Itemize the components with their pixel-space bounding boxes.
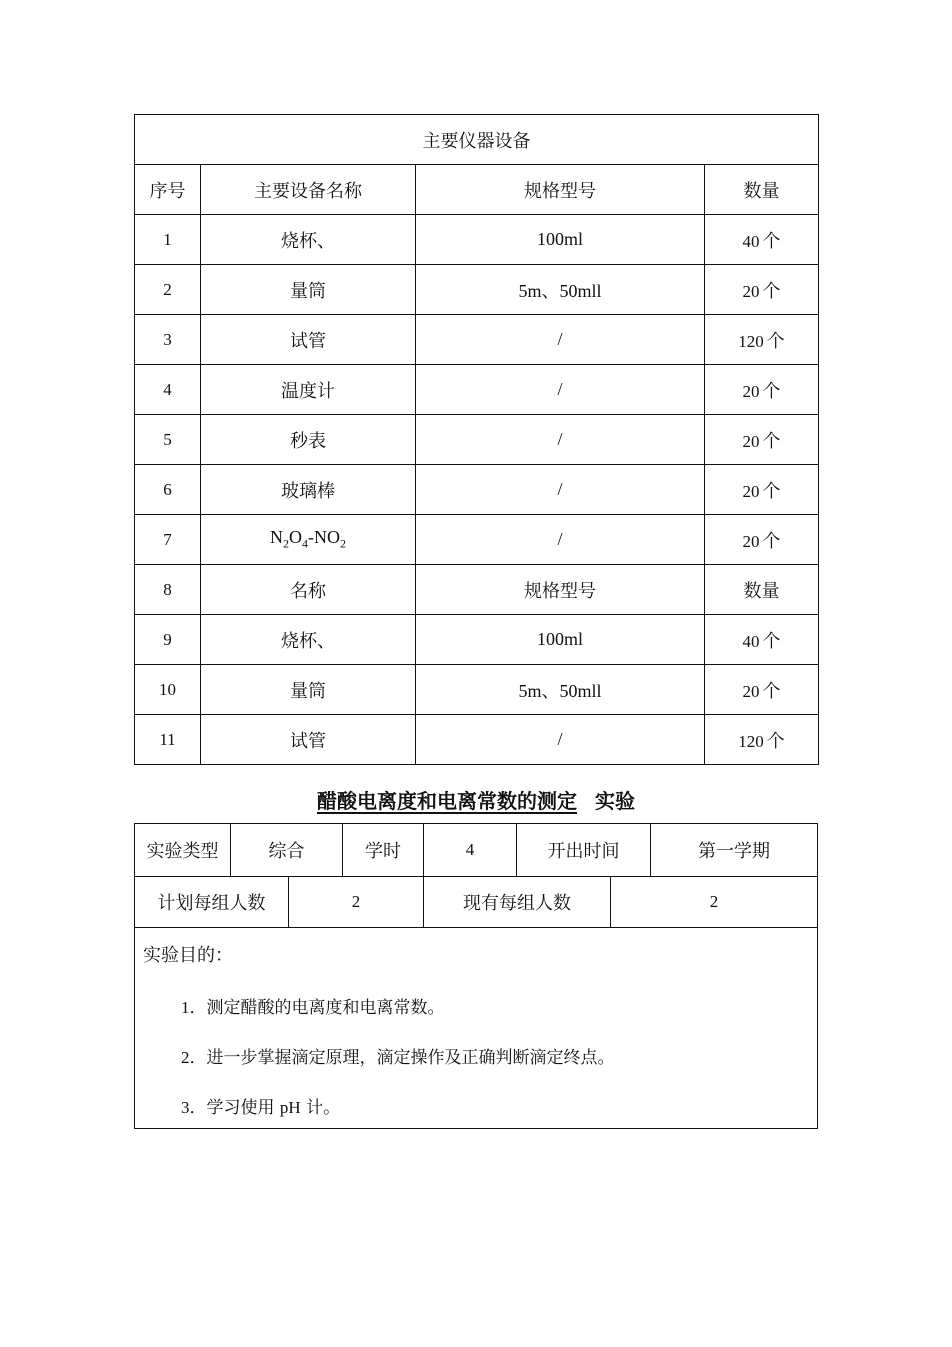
table-row bbox=[135, 565, 819, 615]
hours-label: 学时 bbox=[343, 824, 424, 876]
row-spec: 5m、50mll bbox=[416, 665, 705, 715]
row-name: 秒表 bbox=[201, 415, 416, 465]
table-row bbox=[135, 415, 819, 465]
row-qty bbox=[705, 365, 819, 415]
qty-number: 120 bbox=[738, 331, 764, 351]
table-row bbox=[135, 265, 819, 315]
row-spec: / bbox=[416, 415, 705, 465]
experiment-title-suffix: 实验 bbox=[595, 789, 635, 813]
qty-unit: 个 bbox=[762, 430, 781, 452]
time-label: 开出时间 bbox=[517, 824, 651, 876]
qty-unit: 个 bbox=[762, 280, 781, 302]
table-row bbox=[135, 515, 819, 565]
table-row bbox=[135, 665, 819, 715]
qty-unit: 个 bbox=[766, 730, 785, 752]
goal-text-ph: pH bbox=[279, 1098, 301, 1117]
qty-number: 40 bbox=[742, 631, 760, 651]
table-row bbox=[135, 315, 819, 365]
goal-number: 2 bbox=[181, 1048, 190, 1067]
row-name: 玻璃棒 bbox=[201, 465, 416, 515]
equipment-title: 主要仪器设备 bbox=[135, 115, 819, 165]
row-qty bbox=[705, 415, 819, 465]
formula-subscript: 2 bbox=[340, 536, 346, 551]
header-spec: 规格型号 bbox=[416, 165, 705, 215]
formula-subscript: 4 bbox=[302, 536, 308, 551]
planned-label: 计划每组人数 bbox=[135, 876, 289, 927]
goal-item bbox=[181, 993, 445, 1018]
row-name: 温度计 bbox=[201, 365, 416, 415]
row-spec: 规格型号 bbox=[416, 565, 705, 615]
row-no: 5 bbox=[135, 415, 201, 465]
row-spec: / bbox=[416, 365, 705, 415]
formula-part: -NO bbox=[308, 527, 340, 548]
row-no: 7 bbox=[135, 515, 201, 565]
experiment-title bbox=[134, 786, 818, 816]
table-row bbox=[135, 365, 819, 415]
goal-item bbox=[181, 1043, 615, 1068]
qty-unit: 个 bbox=[762, 630, 781, 652]
row-name: 名称 bbox=[201, 565, 416, 615]
type-label: 实验类型 bbox=[135, 824, 231, 876]
row-qty bbox=[705, 215, 819, 265]
qty-number: 40 bbox=[742, 231, 760, 251]
qty-unit: 个 bbox=[762, 680, 781, 702]
goal-text: ．测定醋酸的电离度和电离常数。 bbox=[189, 998, 445, 1018]
row-qty bbox=[705, 465, 819, 515]
row-spec: / bbox=[416, 315, 705, 365]
experiment-title-main: 醋酸电离度和电离常数的测定 bbox=[317, 789, 577, 813]
row-qty bbox=[705, 615, 819, 665]
row-name: 烧杯、 bbox=[201, 615, 416, 665]
qty-unit: 个 bbox=[766, 330, 785, 352]
row-name: 烧杯、 bbox=[201, 215, 416, 265]
row-qty bbox=[705, 265, 819, 315]
qty-unit: 个 bbox=[762, 230, 781, 252]
table-row bbox=[135, 715, 819, 765]
row-no: 11 bbox=[135, 715, 201, 765]
row-qty bbox=[705, 665, 819, 715]
qty-unit: 个 bbox=[762, 530, 781, 552]
qty-number: 20 bbox=[742, 481, 760, 501]
header-no: 序号 bbox=[135, 165, 201, 215]
row-name: 量筒 bbox=[201, 265, 416, 315]
table-row bbox=[135, 215, 819, 265]
time-value: 第一学期 bbox=[698, 841, 770, 862]
row-no: 3 bbox=[135, 315, 201, 365]
row-qty bbox=[705, 315, 819, 365]
row-spec: 100ml bbox=[416, 215, 705, 265]
goal-number: 1 bbox=[181, 998, 190, 1017]
row-no: 4 bbox=[135, 365, 201, 415]
row-qty: 数量 bbox=[705, 565, 819, 615]
qty-unit: 个 bbox=[762, 380, 781, 402]
equipment-header-row bbox=[135, 165, 819, 215]
qty-number: 20 bbox=[742, 431, 760, 451]
row-spec: / bbox=[416, 465, 705, 515]
formula-part: N bbox=[270, 527, 283, 548]
qty-unit: 个 bbox=[762, 480, 781, 502]
goal-text: 计。 bbox=[300, 1098, 341, 1118]
goals-label: 实验目的： bbox=[143, 945, 233, 966]
row-no: 1 bbox=[135, 215, 201, 265]
goals-section bbox=[135, 927, 817, 1128]
header-name: 主要设备名称 bbox=[201, 165, 416, 215]
row-spec: / bbox=[416, 515, 705, 565]
row-name-formula bbox=[201, 515, 416, 565]
row-no: 9 bbox=[135, 615, 201, 665]
qty-number: 20 bbox=[742, 531, 760, 551]
row-spec: / bbox=[416, 715, 705, 765]
qty-number: 20 bbox=[742, 381, 760, 401]
goal-text: ．学习使用 bbox=[189, 1098, 280, 1118]
qty-number: 20 bbox=[742, 681, 760, 701]
formula-subscript: 2 bbox=[283, 536, 289, 551]
hours-value: 4 bbox=[424, 824, 517, 876]
info-row-2 bbox=[135, 876, 817, 928]
row-no: 10 bbox=[135, 665, 201, 715]
row-spec: 5m、50mll bbox=[416, 265, 705, 315]
table-row bbox=[135, 465, 819, 515]
row-qty bbox=[705, 515, 819, 565]
current-value: 2 bbox=[709, 891, 719, 911]
qty-number: 20 bbox=[742, 281, 760, 301]
formula-part: O bbox=[289, 527, 302, 548]
experiment-info-table bbox=[134, 823, 818, 1129]
info-row-1 bbox=[135, 824, 817, 877]
header-qty: 数量 bbox=[705, 165, 819, 215]
current-label: 现有每组人数 bbox=[424, 876, 611, 927]
type-value: 综合 bbox=[231, 824, 343, 876]
row-no: 2 bbox=[135, 265, 201, 315]
equipment-title-row bbox=[135, 115, 819, 165]
row-name: 试管 bbox=[201, 315, 416, 365]
goal-number: 3 bbox=[181, 1098, 190, 1117]
planned-value: 2 bbox=[289, 876, 424, 927]
equipment-table bbox=[134, 114, 819, 765]
row-no: 8 bbox=[135, 565, 201, 615]
row-spec: 100ml bbox=[416, 615, 705, 665]
row-name: 试管 bbox=[201, 715, 416, 765]
goal-item bbox=[181, 1093, 340, 1118]
goal-text: ．进一步掌握滴定原理，滴定操作及正确判断滴定终点。 bbox=[189, 1048, 615, 1068]
qty-number: 120 bbox=[738, 731, 764, 751]
row-name: 量筒 bbox=[201, 665, 416, 715]
row-no: 6 bbox=[135, 465, 201, 515]
table-row bbox=[135, 615, 819, 665]
row-qty bbox=[705, 715, 819, 765]
